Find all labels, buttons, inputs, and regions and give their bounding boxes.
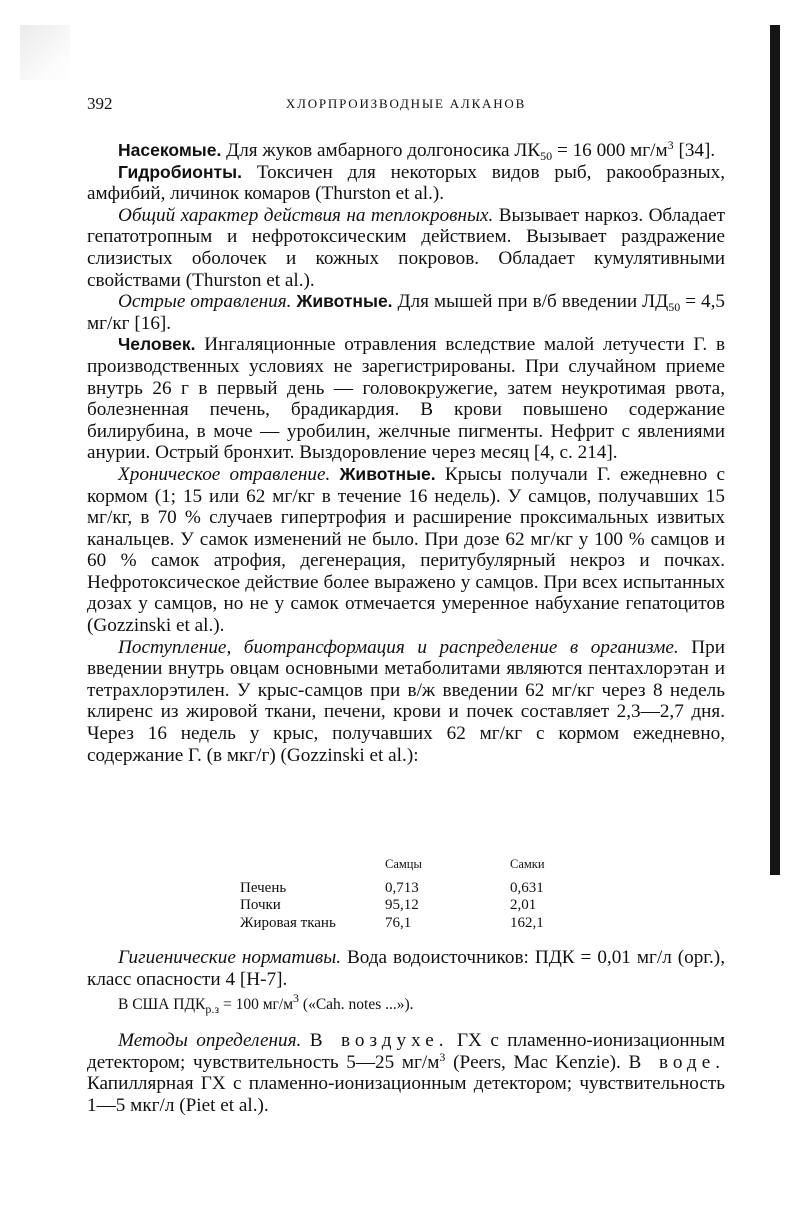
text: Для мышей при в/б введении ЛД	[392, 291, 669, 313]
subheading-animals: Животные.	[330, 463, 436, 484]
paragraph-human	[87, 334, 725, 464]
table-cell-females: 2,01	[510, 897, 537, 913]
methods-text	[87, 1030, 725, 1116]
text: Ингаляционные отравления вследствие малой летучести Г. в производственных условиях не зарегистрированы. При случайном приеме внутрь 26 г в первый день — головокружегие, затем неукротимая рвота, болезненная печень, брадикардия. В крови повышено содержание билирубина, в моче — уробилин, желчные пигменты. Нефрит с явлениями анурии. Острый бронхит. Выздоровление через месяц [4, с. 214].	[87, 334, 725, 464]
heading-biotransformation: Поступление, биотрансформация и распределение в организме.	[118, 636, 679, 658]
text: При введении внутрь овцам основными метаболитами являются пентахлорэтан и тетрахлорэтилен. У крыс-самцов при в/ж введении 62 мг/кг через 8 недель клиренс из жировой ткани, печени, крови и почек составляет 2,3—2,7 дня. Через 16 недель у крыс, получавших 62 мг/кг с кормом ежедневно, содержание Г. (в мкг/г) (Gozzinski et al.):	[87, 636, 725, 766]
paragraph-biotransformation	[87, 637, 725, 767]
table-row	[240, 880, 545, 898]
table-header-cell	[240, 856, 385, 880]
text: [34].	[673, 140, 716, 161]
table-cell-organ: Жировая ткань	[240, 914, 336, 931]
subscript: 50	[540, 149, 553, 163]
heading-hydrobionts: Гидробионты.	[118, 161, 242, 182]
text: Вода водоисточников: ПДК = 0,01 мг/л (орг.), класс опасности 4 [Н-7].	[87, 947, 725, 990]
text: ГХ с пламенно-ионизационным детектором; чувствительность 5—25 мг/м	[87, 1030, 726, 1073]
paragraph-hydrobionts	[87, 162, 725, 205]
table-cell-organ: Печень	[240, 879, 287, 896]
main-text	[87, 140, 725, 766]
table-row	[240, 897, 545, 915]
spaced-in-water: В воде.	[628, 1051, 726, 1073]
table-row	[240, 915, 545, 933]
text: («Cah. notes ...»).	[299, 996, 414, 1013]
table-cell-organ: Почки	[240, 897, 281, 913]
subscript: р.з	[205, 1002, 220, 1016]
text: (Peers, Mac Kenzie).	[445, 1051, 629, 1073]
text: Капиллярная ГХ с пламенно-ионизационным детектором; чувствительность 1—5 мкг/л (Piet et al.).	[87, 1073, 725, 1116]
table-cell-males: 0,713	[385, 879, 419, 896]
heading-human: Человек.	[118, 334, 196, 355]
spaced-in-air: В воздухе.	[309, 1030, 449, 1051]
heading-acute: Острые отравления.	[118, 291, 292, 313]
table-cell-males: 76,1	[385, 914, 412, 931]
text: В США ПДК	[118, 996, 206, 1013]
superscript: 3	[667, 138, 674, 152]
heading-hygiene: Гигиенические нормативы.	[118, 947, 341, 968]
table-cell-females: 0,631	[510, 879, 544, 896]
running-title: ХЛОРПРОИЗВОДНЫЕ АЛКАНОВ	[285, 96, 527, 111]
table-cell-females: 162,1	[510, 914, 544, 931]
paragraph-general-action	[87, 205, 725, 291]
paragraph-hygiene	[87, 947, 725, 990]
distribution-table	[240, 856, 545, 932]
table-cell-males: 95,12	[385, 897, 419, 913]
paragraph-insects	[87, 140, 725, 162]
text: = 4,5 мг/кг [16].	[87, 291, 725, 334]
table-header-males: Самцы	[385, 857, 422, 871]
text: = 100 мг/м	[219, 996, 294, 1013]
scan-shadow	[20, 25, 70, 80]
page-number: 392	[87, 94, 113, 113]
subscript: 50	[668, 300, 681, 315]
text	[301, 1030, 309, 1051]
text: = 16 000 мг/м	[552, 140, 668, 161]
heading-insects: Насекомые.	[118, 140, 222, 160]
heading-general-action: Общий характер действия на теплокровных.	[118, 204, 494, 226]
page-edge-bar	[770, 25, 780, 875]
paragraph-chronic	[87, 464, 725, 637]
table-header-row	[240, 856, 545, 880]
superscript: 3	[293, 991, 300, 1005]
table-header-females: Самки	[510, 857, 545, 871]
text: Для жуков амбарного долгоносика ЛК	[221, 140, 541, 161]
text: Крысы получали Г. ежедневно с кормом (1; 15 или 62 мг/кг в течение 16 недель). У самцов, получавших 15 мг/кг, в 70 % случаев гипертрофия и расширение проксимальных извитых канальцев. У самок изменений не было. При дозе 62 мг/кг у 100 % самцов и 60 % самок атрофия, дегенерация, перитубулярный некроз и почках. Нефротоксическое действие более выражено у самцов. При всех испытанных дозах у самцов, но не у самок отмечается умеренное набухание гепатоцитов (Gozzinski et al.).	[87, 463, 726, 637]
paragraph-acute	[87, 291, 725, 334]
paragraph-methods	[87, 1030, 725, 1116]
subheading-animals: Животные.	[291, 291, 393, 312]
superscript: 3	[439, 1049, 446, 1064]
text: Токсичен для некоторых видов рыб, ракообразных, амфибий, личинок комаров (Thurston et al.).	[87, 161, 725, 205]
heading-methods: Методы определения.	[118, 1030, 302, 1051]
usa-note	[118, 991, 414, 1016]
text: Вызывает наркоз. Обладает гепатотропным и нефротоксическим действием. Вызывает раздражение слизистых оболочек и кожных покровов. Обладает кумулятивными свойствами (Thurston et al.).	[87, 204, 725, 291]
heading-chronic: Хроническое отравление.	[118, 463, 331, 485]
page-header	[87, 92, 725, 116]
hygiene-text	[87, 947, 725, 990]
